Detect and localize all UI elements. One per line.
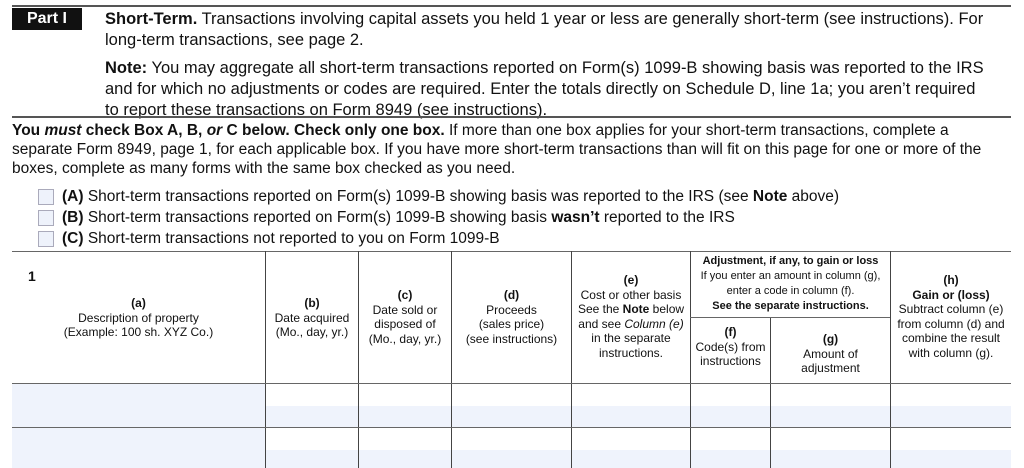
box-b-option[interactable]: (B) Short-term transactions reported on Form(s) 1099-B showing basis wasn’t reported to the IRS <box>38 208 735 227</box>
part-badge: Part I <box>12 8 82 30</box>
section-rule <box>12 116 1011 118</box>
row1-col-b-input[interactable] <box>266 384 358 427</box>
row2-col-e-input[interactable] <box>572 428 690 468</box>
row2-col-a-input[interactable] <box>12 428 265 468</box>
col-f-header: (f) Code(s) from instructions <box>695 325 766 368</box>
row1-col-e-input[interactable] <box>572 384 690 427</box>
row1-col-a-input[interactable] <box>12 384 265 427</box>
row2-col-g-input[interactable] <box>771 428 890 468</box>
box-a-option[interactable]: (A) Short-term transactions reported on Form(s) 1099-B showing basis was reported to the IRS (see Note above) <box>38 187 839 206</box>
part-note: Note: You may aggregate all short-term transactions reported on Form(s) 1099-B showing basis was reported to the IRS and for which no adjustments or codes are required. Enter the totals directly on Schedule D, line 1a; you aren’t required to report these transactions on Form 8949 (see instructions). <box>105 59 984 119</box>
col-b-header: (b) Date acquired (Mo., day, yr.) <box>274 296 350 339</box>
col-h-header: (h) Gain or (loss) Subtract column (e) from column (d) and combine the result with column (g). <box>897 273 1005 360</box>
part-title: Short-Term. Transactions involving capital assets you held 1 year or less are generally short-term (see instructions). For long-term transactions, see page 2. <box>105 10 984 49</box>
col-d-header: (d) Proceeds (sales price) (see instructions) <box>465 288 558 346</box>
checkbox-b[interactable] <box>38 210 54 226</box>
row2-col-f-input[interactable] <box>691 428 770 468</box>
row1-col-d-input[interactable] <box>452 384 571 427</box>
col-a-header: (a) Description of property (Example: 100 sh. XYZ Co.) <box>63 296 214 339</box>
check-instructions: You must check Box A, B, or C below. Check only one box. If more than one box applies for your short-term transactions, complete a separate Form 8949, page 1, for each applicable box. If you have more short-term transactions than will fit on this page for one or more of the boxes, complete as many forms with the same box checked as you need. <box>12 122 982 177</box>
adjustment-header: Adjustment, if any, to gain or loss If you enter an amount in column (g), enter a code in column (f). See the separate instructions. <box>700 255 881 312</box>
col-c-header: (c) Date sold or disposed of (Mo., day, yr.) <box>368 288 442 346</box>
checkbox-c[interactable] <box>38 231 54 247</box>
col-g-header: (g) Amount of adjustment <box>801 332 860 375</box>
row1-col-c-input[interactable] <box>359 384 451 427</box>
col-e-header: (e) Cost or other basis See the Note below and see Column (e) in the separate instructions. <box>577 273 685 360</box>
line-number: 1 <box>28 268 36 284</box>
row1-col-f-input[interactable] <box>691 384 770 427</box>
box-c-option[interactable]: (C) Short-term transactions not reported to you on Form 1099-B <box>38 229 500 248</box>
part-intro <box>105 9 985 128</box>
checkbox-a[interactable] <box>38 189 54 205</box>
row2-col-b-input[interactable] <box>266 428 358 468</box>
adj-split-rule <box>690 317 890 318</box>
row2-col-h-input[interactable] <box>891 428 1011 468</box>
row2-col-d-input[interactable] <box>452 428 571 468</box>
row1-col-g-input[interactable] <box>771 384 890 427</box>
table-top-rule <box>12 251 1011 252</box>
row1-col-h-input[interactable] <box>891 384 1011 427</box>
top-rule <box>12 5 1011 7</box>
row2-col-c-input[interactable] <box>359 428 451 468</box>
